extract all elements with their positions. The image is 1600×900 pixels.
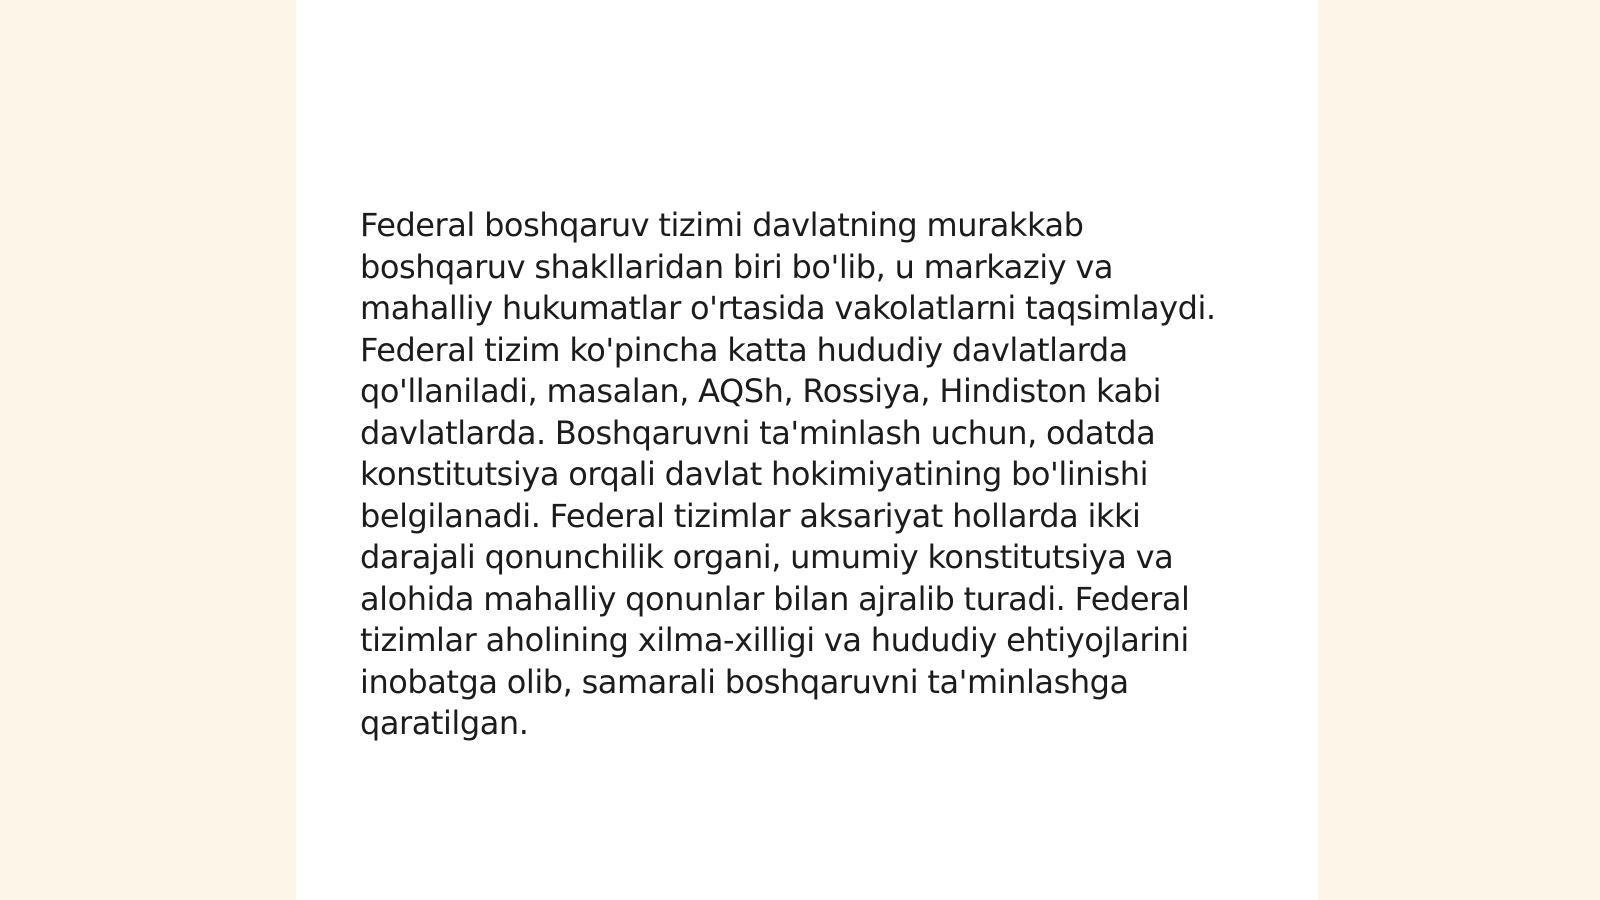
slide-panel: [296, 0, 1318, 900]
body-paragraph: Federal boshqaruv tizimi davlatning murakkab boshqaruv shakllaridan biri bo'lib, u markaziy va mahalliy hukumatlar o'rtasida vakolatlarni taqsimlaydi. Federal tizim ko'pincha katta hududiy davlatlarda qo'llaniladi, masalan, AQSh, Rossiya, Hindiston kabi davlatlarda. Boshqaruvni ta'minlash uchun, odatda konstitutsiya orqali davlat hokimiyatining bo'linishi belgilanadi. Federal tizimlar aksariyat hollarda ikki darajali qonunchilik organi, umumiy konstitutsiya va alohida mahalliy qonunlar bilan ajralib turadi. Federal tizimlar aholining xilma-xilligi va hududiy ehtiyojlarini inobatga olib, samarali boshqaruvni ta'minlashga qaratilgan.: [360, 206, 1216, 742]
